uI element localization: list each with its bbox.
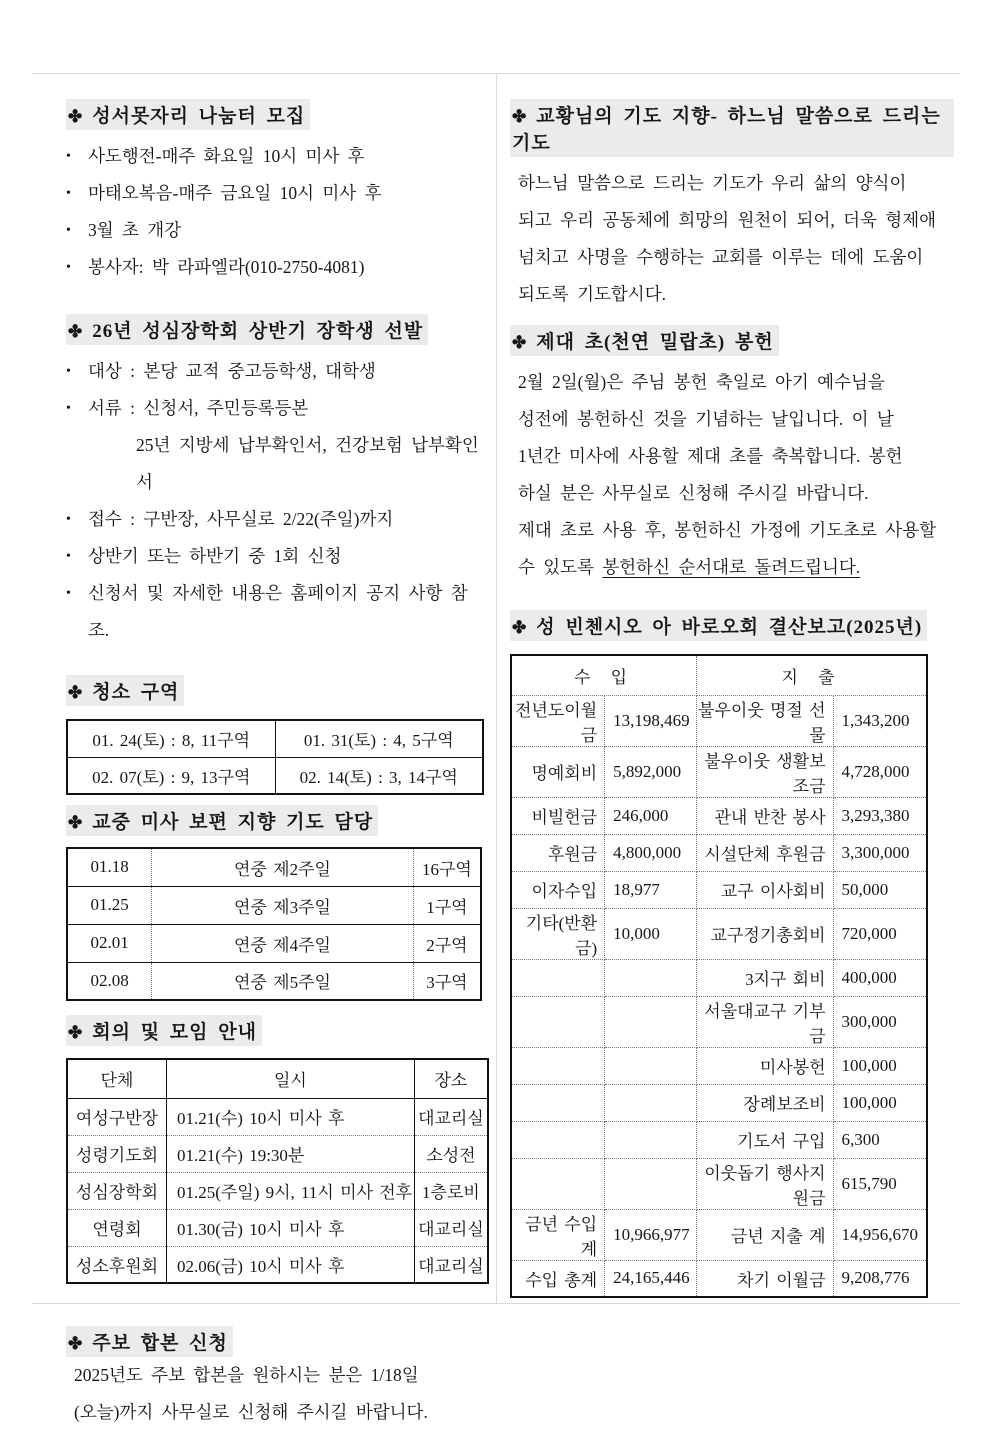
list-item-text: 마태오복음-매주 금요일 10시 미사 후 bbox=[88, 183, 382, 203]
table-row bbox=[67, 1135, 488, 1172]
cell-when: 01.30(금) 10시 미사 후 bbox=[166, 1209, 414, 1246]
expense-label: 장례보조비 bbox=[697, 1084, 833, 1121]
table-row bbox=[511, 1209, 927, 1260]
list-item-text: 봉사자: 박 라파엘라(010-2750-4081) bbox=[88, 257, 365, 277]
header-cell: 장소 bbox=[414, 1059, 488, 1098]
list-item bbox=[66, 175, 486, 212]
expense-amount: 100,000 bbox=[833, 1084, 927, 1121]
income-amount: 18,977 bbox=[605, 871, 697, 908]
paragraph-line: 되도록 기도합시다. bbox=[518, 284, 666, 304]
cell-sunday: 연중 제4주일 bbox=[152, 924, 414, 962]
bullet-icon: • bbox=[66, 512, 71, 527]
cell-zone: 1구역 bbox=[413, 886, 481, 924]
section-altar-candle bbox=[510, 325, 954, 586]
cross-icon: ✤ bbox=[512, 107, 528, 126]
table-row bbox=[511, 746, 927, 797]
list-item-text: 25년 지방세 납부확인서, 건강보험 납부확인서 bbox=[136, 435, 479, 492]
expense-amount: 615,790 bbox=[833, 1158, 927, 1209]
paragraph-line: 2025년도 주보 합본을 원하시는 분은 1/18일 bbox=[74, 1365, 419, 1385]
bullet-icon: • bbox=[66, 186, 71, 201]
table-row bbox=[511, 1260, 927, 1297]
section-bulletin-binding bbox=[66, 1326, 486, 1431]
prayer-duty-table bbox=[66, 847, 482, 1001]
expense-amount: 6,300 bbox=[833, 1121, 927, 1158]
expense-label: 3지구 회비 bbox=[697, 959, 833, 996]
cell-place: 대교리실 bbox=[414, 1246, 488, 1283]
list-item bbox=[66, 353, 486, 390]
expense-label: 시설단체 후원금 bbox=[697, 834, 833, 871]
income-amount bbox=[605, 1158, 697, 1209]
paragraph-line: 2월 2일(월)은 주님 봉헌 축일로 아기 예수님을 bbox=[518, 372, 885, 392]
expense-amount: 3,300,000 bbox=[833, 834, 927, 871]
income-label: 명예회비 bbox=[511, 746, 605, 797]
section-heading bbox=[66, 675, 486, 706]
table-row bbox=[67, 1246, 488, 1283]
section-heading bbox=[510, 610, 954, 641]
header-cell: 일시 bbox=[166, 1059, 414, 1098]
section-heading bbox=[66, 805, 486, 836]
table-row bbox=[511, 959, 927, 996]
cell-date: 02.08 bbox=[67, 962, 152, 1000]
section-pope-intention bbox=[510, 99, 954, 313]
paragraph-line: 하느님 말씀으로 드리는 기도가 우리 삶의 양식이 bbox=[518, 173, 907, 193]
table-row bbox=[67, 1209, 488, 1246]
table-row bbox=[67, 886, 481, 924]
table-row bbox=[511, 1158, 927, 1209]
section-scholarship bbox=[66, 314, 486, 649]
cell: 02. 07(토) : 9, 13구역 bbox=[67, 757, 275, 794]
paragraph-line: 성전에 봉헌하신 것을 기념하는 날입니다. 이 날 bbox=[518, 409, 894, 429]
cross-icon: ✤ bbox=[68, 1334, 84, 1353]
bullet-icon: • bbox=[66, 149, 71, 164]
income-amount: 10,966,977 bbox=[605, 1209, 697, 1260]
income-amount bbox=[605, 1047, 697, 1084]
expense-amount: 4,728,000 bbox=[833, 746, 927, 797]
expense-label: 차기 이월금 bbox=[697, 1260, 833, 1297]
expense-amount: 100,000 bbox=[833, 1047, 927, 1084]
income-label bbox=[511, 1158, 605, 1209]
income-label: 수입 총계 bbox=[511, 1260, 605, 1297]
cell-place: 소성전 bbox=[414, 1135, 488, 1172]
cell-when: 01.21(수) 10시 미사 후 bbox=[166, 1098, 414, 1135]
table-row bbox=[67, 757, 483, 794]
paragraph-line: 하실 분은 사무실로 신청해 주시길 바랍니다. bbox=[518, 483, 869, 503]
paragraph-line: 되고 우리 공동체에 희망의 원천이 되어, 더욱 형제애 bbox=[518, 210, 937, 230]
table-row bbox=[511, 695, 927, 746]
income-label bbox=[511, 1121, 605, 1158]
header-income: 수 입 bbox=[511, 655, 697, 695]
income-amount bbox=[605, 1121, 697, 1158]
table-header-row bbox=[511, 655, 927, 695]
section-heading bbox=[66, 1015, 486, 1046]
section-heading bbox=[66, 314, 486, 345]
section-title: 성서못자리 나눔터 모집 bbox=[92, 106, 306, 127]
line-prefix: 수 있도록 bbox=[518, 557, 603, 577]
list-item-text: 사도행전-매주 화요일 10시 미사 후 bbox=[88, 146, 365, 166]
underlined-text: 봉헌하신 순서대로 돌려드립니다. bbox=[602, 557, 861, 577]
list-item-text: 대상 : 본당 교적 중고등학생, 대학생 bbox=[88, 361, 376, 381]
table-row bbox=[511, 996, 927, 1047]
section-seedbed bbox=[66, 99, 486, 286]
cell: 01. 24(토) : 8, 11구역 bbox=[67, 720, 275, 757]
table-row bbox=[67, 720, 483, 757]
cross-icon: ✤ bbox=[512, 618, 528, 637]
income-amount: 13,198,469 bbox=[605, 695, 697, 746]
cell-date: 01.18 bbox=[67, 848, 152, 886]
table-row bbox=[511, 871, 927, 908]
cell-when: 02.06(금) 10시 미사 후 bbox=[166, 1246, 414, 1283]
table-row bbox=[67, 962, 481, 1000]
cell: 01. 31(토) : 4, 5구역 bbox=[275, 720, 483, 757]
table-row bbox=[67, 924, 481, 962]
list-item-text: 신청서 및 자세한 내용은 홈페이지 공지 사항 참조. bbox=[87, 583, 468, 640]
cell: 02. 14(토) : 3, 14구역 bbox=[275, 757, 483, 794]
table-row bbox=[67, 1172, 488, 1209]
income-label bbox=[511, 1047, 605, 1084]
cell-place: 대교리실 bbox=[414, 1098, 488, 1135]
cell-place: 1층로비 bbox=[414, 1172, 488, 1209]
expense-label: 금년 지출 계 bbox=[697, 1209, 833, 1260]
income-amount: 10,000 bbox=[605, 908, 697, 959]
table-row bbox=[511, 908, 927, 959]
cell-when: 01.25(주일) 9시, 11시 미사 전후 bbox=[166, 1172, 414, 1209]
expense-label: 교구정기총회비 bbox=[697, 908, 833, 959]
section-heading bbox=[66, 99, 486, 130]
list-item bbox=[66, 138, 486, 175]
income-amount bbox=[605, 1084, 697, 1121]
settlement-table bbox=[510, 654, 928, 1298]
cell-zone: 16구역 bbox=[413, 848, 481, 886]
cell-sunday: 연중 제2주일 bbox=[152, 848, 414, 886]
expense-label: 이웃돕기 행사지원금 bbox=[697, 1158, 833, 1209]
income-amount: 24,165,446 bbox=[605, 1260, 697, 1297]
list-item bbox=[66, 390, 486, 427]
cell-group: 여성구반장 bbox=[67, 1098, 166, 1135]
paragraph-line bbox=[510, 549, 954, 586]
section-title: 26년 성심장학회 상반기 장학생 선발 bbox=[92, 321, 424, 342]
paragraph-line: 1년간 미사에 사용할 제대 초를 축복합니다. 봉헌 bbox=[518, 446, 903, 466]
section-title: 교황님의 기도 지향- 하느님 말씀으로 드리는 기도 bbox=[512, 106, 941, 154]
left-column bbox=[32, 74, 496, 1422]
expense-amount: 9,208,776 bbox=[833, 1260, 927, 1297]
income-label: 후원금 bbox=[511, 834, 605, 871]
bullet-icon: • bbox=[66, 549, 71, 564]
income-label: 기타(반환금) bbox=[511, 908, 605, 959]
table-row bbox=[67, 1098, 488, 1135]
bullet-icon: • bbox=[66, 223, 71, 238]
income-label bbox=[511, 959, 605, 996]
section-cleaning-zones bbox=[66, 675, 486, 795]
bullet-icon: • bbox=[66, 260, 71, 275]
bullet-icon: • bbox=[66, 586, 71, 601]
expense-label: 기도서 구입 bbox=[697, 1121, 833, 1158]
section-title: 주보 합본 신청 bbox=[92, 1333, 228, 1354]
list-item-continuation bbox=[66, 427, 486, 501]
right-column bbox=[497, 74, 960, 1303]
income-label: 이자수입 bbox=[511, 871, 605, 908]
expense-amount: 400,000 bbox=[833, 959, 927, 996]
meetings-table bbox=[66, 1058, 489, 1284]
list-item bbox=[66, 212, 486, 249]
cell-group: 성심장학회 bbox=[67, 1172, 166, 1209]
income-label: 금년 수입 계 bbox=[511, 1209, 605, 1260]
expense-label: 불우이웃 생활보조금 bbox=[697, 746, 833, 797]
table-row bbox=[511, 834, 927, 871]
header-cell: 단체 bbox=[67, 1059, 166, 1098]
section-heading bbox=[510, 325, 954, 356]
cross-icon: ✤ bbox=[68, 683, 84, 702]
expense-label: 서울대교구 기부금 bbox=[697, 996, 833, 1047]
cell-group: 연령회 bbox=[67, 1209, 166, 1246]
bulletin-content-frame bbox=[32, 73, 960, 1422]
expense-amount: 14,956,670 bbox=[833, 1209, 927, 1260]
list-item bbox=[66, 501, 486, 538]
income-amount: 246,000 bbox=[605, 797, 697, 834]
section-settlement-report bbox=[510, 610, 954, 1298]
cell-zone: 2구역 bbox=[413, 924, 481, 962]
expense-amount: 50,000 bbox=[833, 871, 927, 908]
cell-place: 대교리실 bbox=[414, 1209, 488, 1246]
expense-amount: 1,343,200 bbox=[833, 695, 927, 746]
list-item-text: 접수 : 구반장, 사무실로 2/22(주일)까지 bbox=[88, 509, 394, 529]
table-row bbox=[511, 1047, 927, 1084]
expense-amount: 3,293,380 bbox=[833, 797, 927, 834]
list-item bbox=[66, 249, 486, 286]
cell-sunday: 연중 제3주일 bbox=[152, 886, 414, 924]
income-amount bbox=[605, 996, 697, 1047]
cell-group: 성소후원회 bbox=[67, 1246, 166, 1283]
section-title: 회의 및 모임 안내 bbox=[92, 1022, 257, 1043]
income-amount: 4,800,000 bbox=[605, 834, 697, 871]
table-row bbox=[67, 848, 481, 886]
table-header-row bbox=[67, 1059, 488, 1098]
cell-group: 성령기도회 bbox=[67, 1135, 166, 1172]
cell-date: 01.25 bbox=[67, 886, 152, 924]
bullet-icon: • bbox=[66, 364, 71, 379]
section-prayer-duty bbox=[66, 805, 486, 1001]
cell-when: 01.21(수) 19:30분 bbox=[166, 1135, 414, 1172]
cleaning-zones-table bbox=[66, 719, 484, 795]
paragraph-line: (오늘)까지 사무실로 신청해 주시길 바랍니다. bbox=[74, 1402, 428, 1422]
expense-label: 관내 반찬 봉사 bbox=[697, 797, 833, 834]
income-label bbox=[511, 996, 605, 1047]
cross-icon: ✤ bbox=[512, 333, 528, 352]
section-title: 성 빈첸시오 아 바로오회 결산보고(2025년) bbox=[536, 617, 923, 638]
header-expense: 지 출 bbox=[697, 655, 927, 695]
paragraph-line: 넘치고 사명을 수행하는 교회를 이루는 데에 도움이 bbox=[518, 247, 924, 267]
section-heading bbox=[510, 99, 954, 157]
expense-amount: 720,000 bbox=[833, 908, 927, 959]
cell-sunday: 연중 제5주일 bbox=[152, 962, 414, 1000]
section-meetings bbox=[66, 1015, 486, 1284]
income-amount bbox=[605, 959, 697, 996]
section-title: 교중 미사 보편 지향 기도 담당 bbox=[92, 812, 374, 833]
cross-icon: ✤ bbox=[68, 1023, 84, 1042]
list-item-text: 3월 초 개강 bbox=[88, 220, 182, 240]
list-item bbox=[66, 575, 486, 649]
bullet-icon: • bbox=[66, 401, 71, 416]
section-title: 제대 초(천연 밀랍초) 봉헌 bbox=[536, 332, 774, 353]
section-title: 청소 구역 bbox=[92, 682, 180, 703]
expense-label: 미사봉헌 bbox=[697, 1047, 833, 1084]
section-heading bbox=[66, 1326, 486, 1357]
cross-icon: ✤ bbox=[68, 107, 84, 126]
table-row bbox=[511, 797, 927, 834]
expense-amount: 300,000 bbox=[833, 996, 927, 1047]
cell-zone: 3구역 bbox=[413, 962, 481, 1000]
income-label: 비빌헌금 bbox=[511, 797, 605, 834]
expense-label: 교구 이사회비 bbox=[697, 871, 833, 908]
table-row bbox=[511, 1084, 927, 1121]
income-label bbox=[511, 1084, 605, 1121]
paragraph-line: 제대 초로 사용 후, 봉헌하신 가정에 기도초로 사용할 bbox=[518, 520, 937, 540]
table-row bbox=[511, 1121, 927, 1158]
income-amount: 5,892,000 bbox=[605, 746, 697, 797]
list-item-text: 상반기 또는 하반기 중 1회 신청 bbox=[88, 546, 342, 566]
income-label: 전년도이월금 bbox=[511, 695, 605, 746]
cross-icon: ✤ bbox=[68, 322, 84, 341]
list-item bbox=[66, 538, 486, 575]
expense-label: 불우이웃 명절 선물 bbox=[697, 695, 833, 746]
cell-date: 02.01 bbox=[67, 924, 152, 962]
cross-icon: ✤ bbox=[68, 813, 84, 832]
list-item-text: 서류 : 신청서, 주민등록등본 bbox=[88, 398, 309, 418]
